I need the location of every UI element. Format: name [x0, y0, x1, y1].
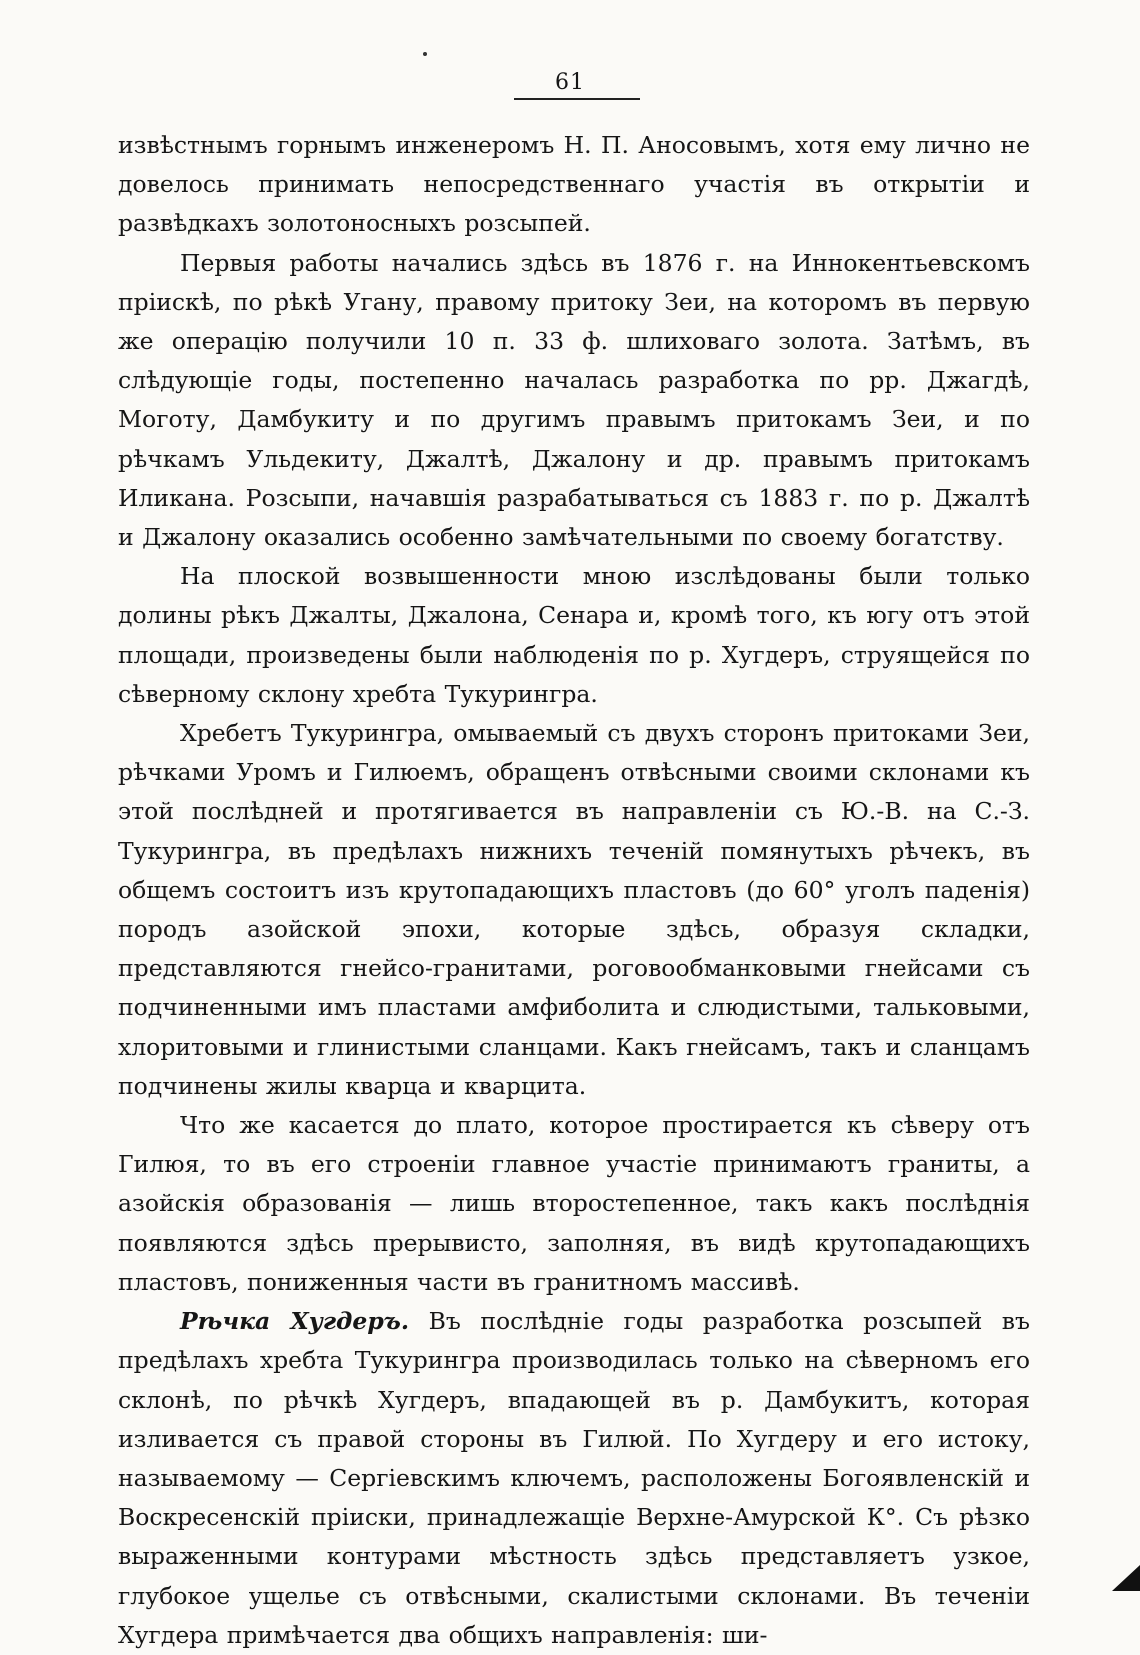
paragraph-continuation: извѣстнымъ горнымъ инженеромъ Н. П. Аносовымъ, хотя ему лично не довелось принимать непосредственнаго участія въ открытіи и развѣдкахъ золотоносныхъ розсыпей. — [118, 131, 1030, 238]
paragraph-first-works: Первыя работы начались здѣсь въ 1876 г. на Иннокентьевскомъ пріискѣ, по рѣкѣ Угану, правому притоку Зеи, на которомъ въ первую же операцію получили 10 п. 33 ф. шлиховаго золота. Затѣмъ, въ слѣдующіе годы, постепенно началась разработка по рр. Джагдѣ, Моготу, Дамбукиту и по другимъ правымъ притокамъ Зеи, и по рѣчкамъ Ульдекиту, Джалтѣ, Джалону и др. правымъ притокамъ Иликана. Розсыпи, начавшія разрабатываться съ 1883 г. по р. Джалтѣ и Джалону оказались особенно замѣчательными по своему богатству. — [118, 248, 1030, 552]
page-number: 61 — [555, 70, 585, 95]
paragraph-plateau-structure: Что же касается до плато, которое простирается къ сѣверу отъ Гилюя, то въ его строеніи главное участіе принимаютъ граниты, а азойскія образованія — лишь второстепенное, такъ какъ послѣднія появляются здѣсь прерывисто, заполняя, въ видѣ крутопадающихъ пластовъ, пониженныя части въ гранитномъ массивѣ. — [118, 1111, 1030, 1296]
paragraph-tukuringra-ridge: Хребетъ Тукурингра, омываемый съ двухъ сторонъ притоками Зеи, рѣчками Уромъ и Гилюемъ, обращенъ отвѣсными своими склонами къ этой послѣдней и протягивается въ направленіи съ Ю.-В. на С.-З. Тукурингра, въ предѣлахъ нижнихъ теченій помянутыхъ рѣчекъ, въ общемъ состоитъ изъ крутопадающихъ пластовъ (до 60° уголъ паденія) породъ азойской эпохи, которые здѣсь, образуя складки, представляются гнейсо-гранитами, роговообманковыми гнейсами съ подчиненными имъ пластами амфиболита и слюдистыми, тальковыми, хлоритовыми и глинистыми сланцами. Какъ гнейсамъ, такъ и сланцамъ подчинены жилы кварца и кварцита. — [118, 719, 1030, 1100]
header-rule — [514, 98, 640, 100]
paragraph-hugder-text: Въ послѣдніе годы разработка розсыпей въ предѣлахъ хребта Тукурингра производилась только на сѣверномъ его склонѣ, по рѣчкѣ Хугдеръ, впадающей въ р. Дамбукитъ, которая изливается съ правой стороны въ Гилюй. По Хугдеру и его истоку, называемому — Сергіевскимъ ключемъ, расположены Богоявленскій и Воскресенскій пріиски, принадлежащіе Верхне-Амурской К°. Съ рѣзко выраженными контурами мѣстность здѣсь представляетъ узкое, глубокое ущелье съ отвѣсными, скалистыми склонами. Въ теченіи Хугдера примѣчается два общихъ направленія: ши- — [118, 1307, 1030, 1649]
section-lead-hugder: Рѣчка Хугдеръ. — [180, 1307, 410, 1336]
page-corner-mark — [1112, 1565, 1140, 1591]
paragraph-hugder-river — [118, 1302, 1030, 1655]
paragraph-plateau-survey: На плоской возвышенности мною изслѣдованы были только долины рѣкъ Джалты, Джалона, Сенара и, кромѣ того, къ югу отъ этой площади, произведены были наблюденія по р. Хугдеръ, струящейся по сѣверному склону хребта Тукурингра. — [118, 562, 1030, 708]
print-speck — [423, 52, 427, 56]
body-text — [118, 126, 1030, 1655]
